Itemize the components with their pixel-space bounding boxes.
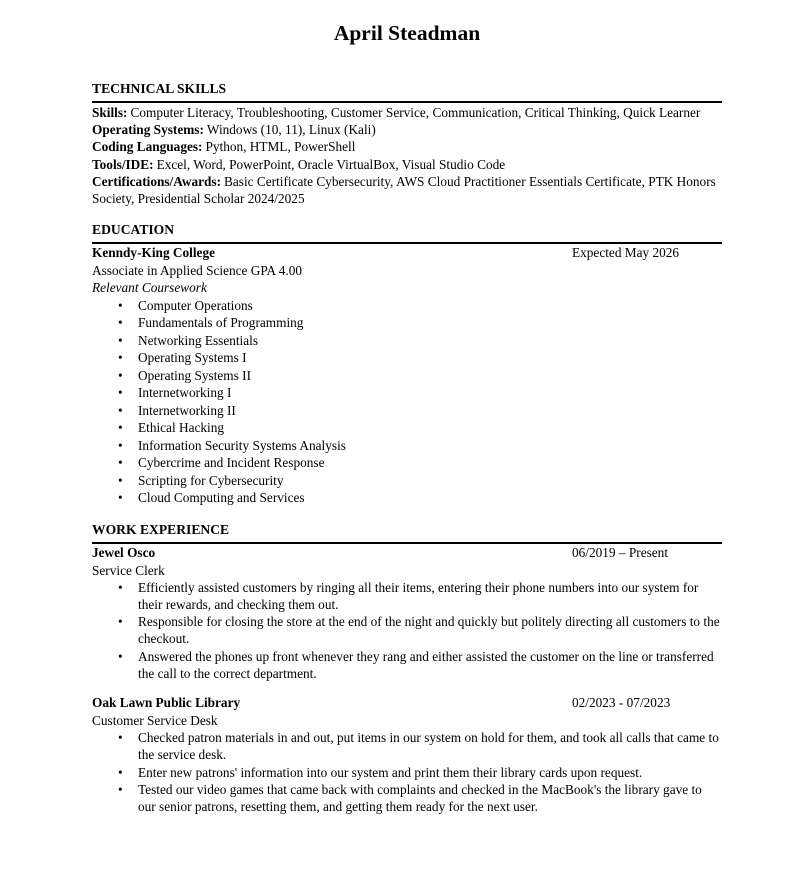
technical-skills-heading: TECHNICAL SKILLS	[92, 82, 722, 103]
job-date: 06/2019 – Present	[572, 544, 669, 560]
course-item: • Fundamentals of Programming	[92, 314, 722, 332]
skill-label: Skills:	[92, 105, 128, 120]
skill-row	[92, 173, 722, 207]
course-item: • Cloud Computing and Services	[92, 489, 722, 507]
job-bullet: • Checked patron materials in and out, put items in our system on hold for them, and took all calls that came to the service desk.	[92, 729, 722, 763]
job-bullets	[92, 579, 722, 682]
education-heading: EDUCATION	[92, 223, 722, 244]
skill-value: Excel, Word, PowerPoint, Oracle VirtualBox, Visual Studio Code	[156, 156, 506, 172]
skill-row	[92, 156, 722, 173]
education-school-row	[92, 244, 722, 262]
job-bullet: • Tested our video games that came back with complaints and checked in the MacBook's the library gave to our senior patrons, resetting them, and getting them ready for the next user.	[92, 781, 722, 815]
coursework-list	[92, 297, 722, 507]
company-name: Oak Lawn Public Library	[92, 695, 241, 711]
skill-label: Coding Languages:	[92, 139, 203, 155]
course-item: • Cybercrime and Incident Response	[92, 454, 722, 472]
skill-value: Python, HTML, PowerShell	[205, 139, 356, 155]
job-date: 02/2023 - 07/2023	[572, 695, 671, 711]
job-entry	[92, 694, 722, 815]
school-name: Kenndy-King College	[92, 245, 216, 261]
skill-label: Tools/IDE:	[92, 156, 154, 172]
section-technical-skills	[92, 82, 722, 207]
job-role: Service Clerk	[92, 562, 165, 578]
jobs-list	[92, 544, 722, 816]
job-header-row	[92, 694, 722, 712]
job-role: Customer Service Desk	[92, 713, 218, 729]
course-item: • Scripting for Cybersecurity	[92, 472, 722, 490]
skill-label: Certifications/Awards:	[92, 173, 222, 189]
job-bullets	[92, 729, 722, 815]
job-bullet: • Efficiently assisted customers by ringing all their items, entering their phone numbers into our system for their rewards, and checking them out.	[92, 579, 722, 613]
skill-row	[92, 121, 722, 138]
skill-value: Windows (10, 11), Linux (Kali)	[206, 122, 376, 138]
course-item: • Information Security Systems Analysis	[92, 437, 722, 455]
job-bullet: • Answered the phones up front whenever they rang and either assisted the customer on the line or transferred the call to the correct department.	[92, 648, 722, 682]
course-item: • Internetworking I	[92, 384, 722, 402]
skill-value: Computer Literacy, Troubleshooting, Customer Service, Communication, Critical Thinking, Quick Learner	[130, 105, 701, 120]
section-education	[92, 223, 722, 506]
resume-content	[92, 0, 722, 815]
job-header-row	[92, 544, 722, 562]
course-item: • Operating Systems I	[92, 349, 722, 367]
course-item: • Computer Operations	[92, 297, 722, 315]
page-title: April Steadman	[333, 21, 481, 45]
work-experience-heading: WORK EXPERIENCE	[92, 523, 722, 544]
course-item: • Internetworking II	[92, 402, 722, 420]
job-entry	[92, 544, 722, 682]
company-name: Jewel Osco	[92, 544, 156, 560]
section-work-experience	[92, 523, 722, 816]
course-item: • Ethical Hacking	[92, 419, 722, 437]
skill-row	[92, 104, 722, 121]
course-item: • Networking Essentials	[92, 332, 722, 350]
degree: Associate in Applied Science GPA 4.00	[92, 263, 303, 279]
course-item: • Operating Systems II	[92, 367, 722, 385]
education-date: Expected May 2026	[572, 245, 680, 261]
skill-row	[92, 138, 722, 155]
skills-list	[92, 104, 722, 207]
skill-label: Operating Systems:	[92, 122, 204, 138]
job-bullet: • Responsible for closing the store at the end of the night and quickly but politely directing all customers to the checkout.	[92, 613, 722, 647]
skill-value: Basic Certificate Cybersecurity, AWS Cloud Practitioner Essentials Certificate, PTK Honors Society, Presidential Scholar 2024/2025	[92, 173, 716, 207]
job-bullet: • Enter new patrons' information into our system and print them their library cards upon request.	[92, 764, 722, 781]
coursework-label: Relevant Coursework	[92, 280, 207, 296]
